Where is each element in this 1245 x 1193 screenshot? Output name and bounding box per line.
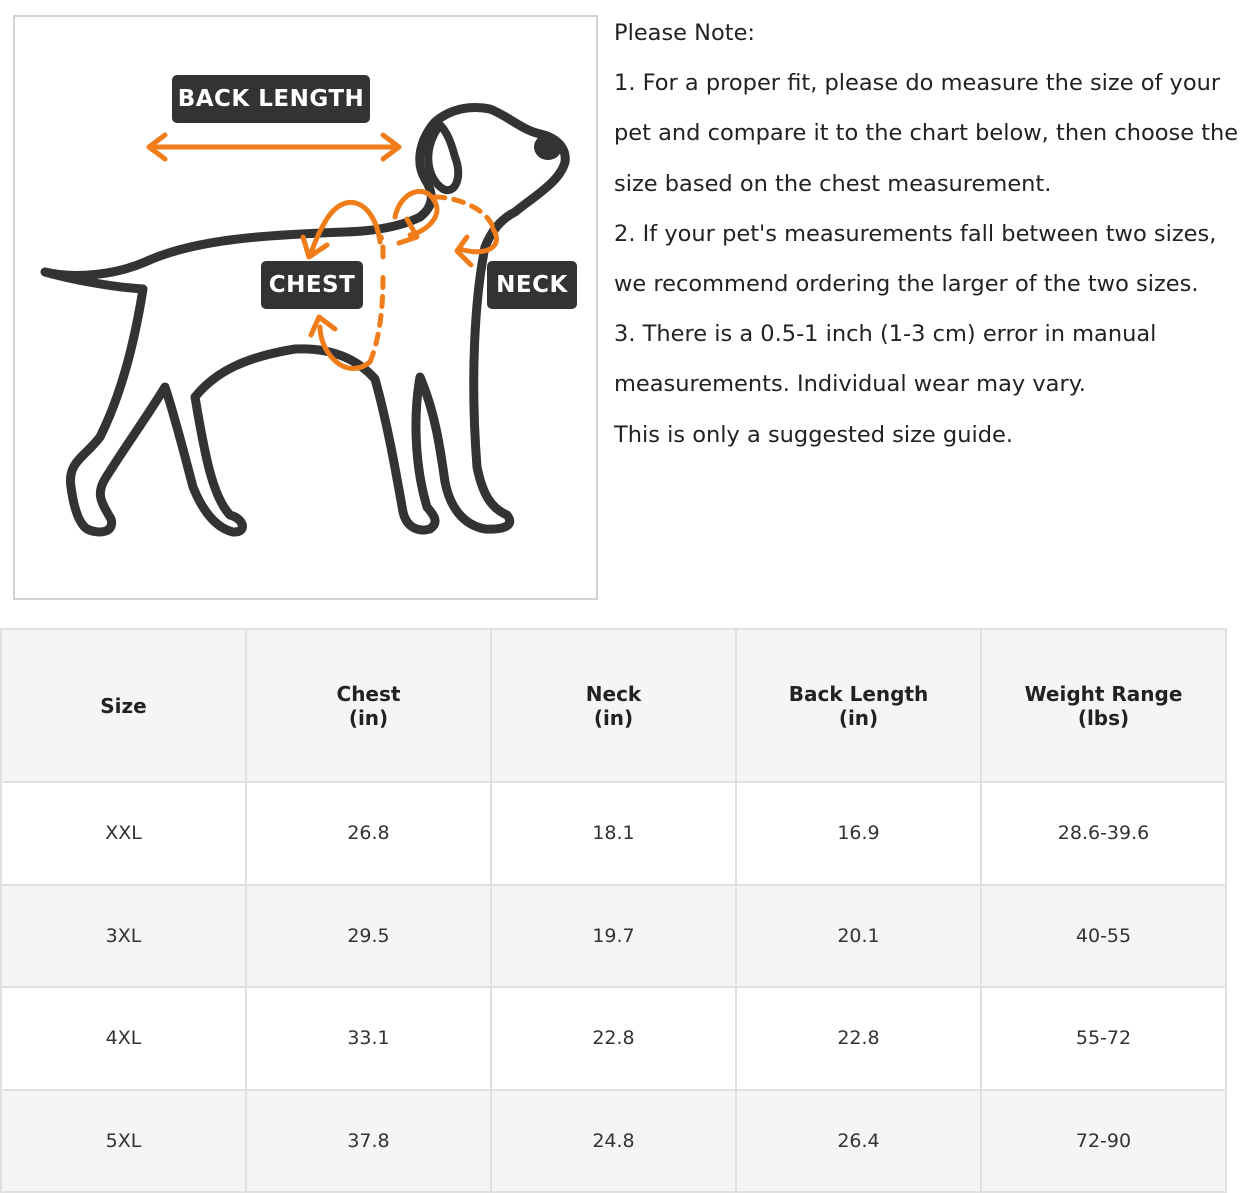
cell-neck: 24.8 xyxy=(491,1090,736,1193)
notes-line: 1. For a proper fit, please do measure the size of your xyxy=(614,70,1221,97)
cell-back-length: 22.8 xyxy=(736,987,981,1090)
cell-weight-range: 28.6-39.6 xyxy=(981,782,1226,885)
cell-chest: 29.5 xyxy=(246,885,491,988)
neck-loop-arrows xyxy=(395,191,497,265)
table-row xyxy=(1,782,1226,885)
header-size xyxy=(1,629,246,782)
table-row xyxy=(1,1090,1226,1193)
header-label: Size xyxy=(100,693,147,718)
cell-size: 3XL xyxy=(1,885,246,988)
cell-chest: 26.8 xyxy=(246,782,491,885)
cell-neck: 22.8 xyxy=(491,987,736,1090)
notes-line: pet and compare it to the chart below, then choose the xyxy=(614,120,1239,147)
table-row xyxy=(1,885,1226,988)
notes-line: This is only a suggested size guide. xyxy=(614,421,1014,448)
notes-line: size based on the chest measurement. xyxy=(614,170,1052,197)
cell-chest: 33.1 xyxy=(246,987,491,1090)
notes-line: 3. There is a 0.5-1 inch (1-3 cm) error in manual xyxy=(614,321,1157,348)
notes-title: Please Note: xyxy=(614,20,756,46)
cell-weight-range: 72-90 xyxy=(981,1090,1226,1193)
header-label: Neck xyxy=(585,681,642,706)
dog-outline xyxy=(45,108,565,533)
header-unit: (lbs) xyxy=(1077,705,1130,730)
notes-line: measurements. Individual wear may vary. xyxy=(614,371,1086,398)
notes-line: we recommend ordering the larger of the two sizes. xyxy=(614,271,1199,298)
dog-ear xyxy=(428,125,458,190)
header-chest xyxy=(246,629,491,782)
header-unit: (in) xyxy=(593,705,634,730)
cell-size: XXL xyxy=(1,782,246,885)
cell-back-length: 16.9 xyxy=(736,782,981,885)
header-unit: (in) xyxy=(838,705,879,730)
cell-weight-range: 55-72 xyxy=(981,987,1226,1090)
header-unit: (in) xyxy=(348,705,389,730)
header-back-length xyxy=(736,629,981,782)
back-length-label: BACK LENGTH xyxy=(172,75,370,123)
cell-weight-range: 40-55 xyxy=(981,885,1226,988)
back-length-arrow xyxy=(149,135,399,159)
cell-size: 5XL xyxy=(1,1090,246,1193)
size-notes xyxy=(614,8,1244,460)
size-chart-table xyxy=(0,628,1227,1193)
header-label: Back Length xyxy=(788,681,929,706)
table-row xyxy=(1,987,1226,1090)
dog-nose xyxy=(534,134,562,160)
chest-label: CHEST xyxy=(261,261,363,309)
cell-back-length: 20.1 xyxy=(736,885,981,988)
dog-measurement-diagram xyxy=(13,15,598,600)
cell-neck: 18.1 xyxy=(491,782,736,885)
cell-neck: 19.7 xyxy=(491,885,736,988)
header-label: Weight Range xyxy=(1024,681,1183,706)
table-header-row xyxy=(1,629,1226,782)
cell-chest: 37.8 xyxy=(246,1090,491,1193)
header-weight-range xyxy=(981,629,1226,782)
notes-line: 2. If your pet's measurements fall between two sizes, xyxy=(614,220,1217,247)
header-label: Chest xyxy=(336,681,401,706)
cell-size: 4XL xyxy=(1,987,246,1090)
cell-back-length: 26.4 xyxy=(736,1090,981,1193)
neck-label: NECK xyxy=(487,261,577,309)
header-neck xyxy=(491,629,736,782)
